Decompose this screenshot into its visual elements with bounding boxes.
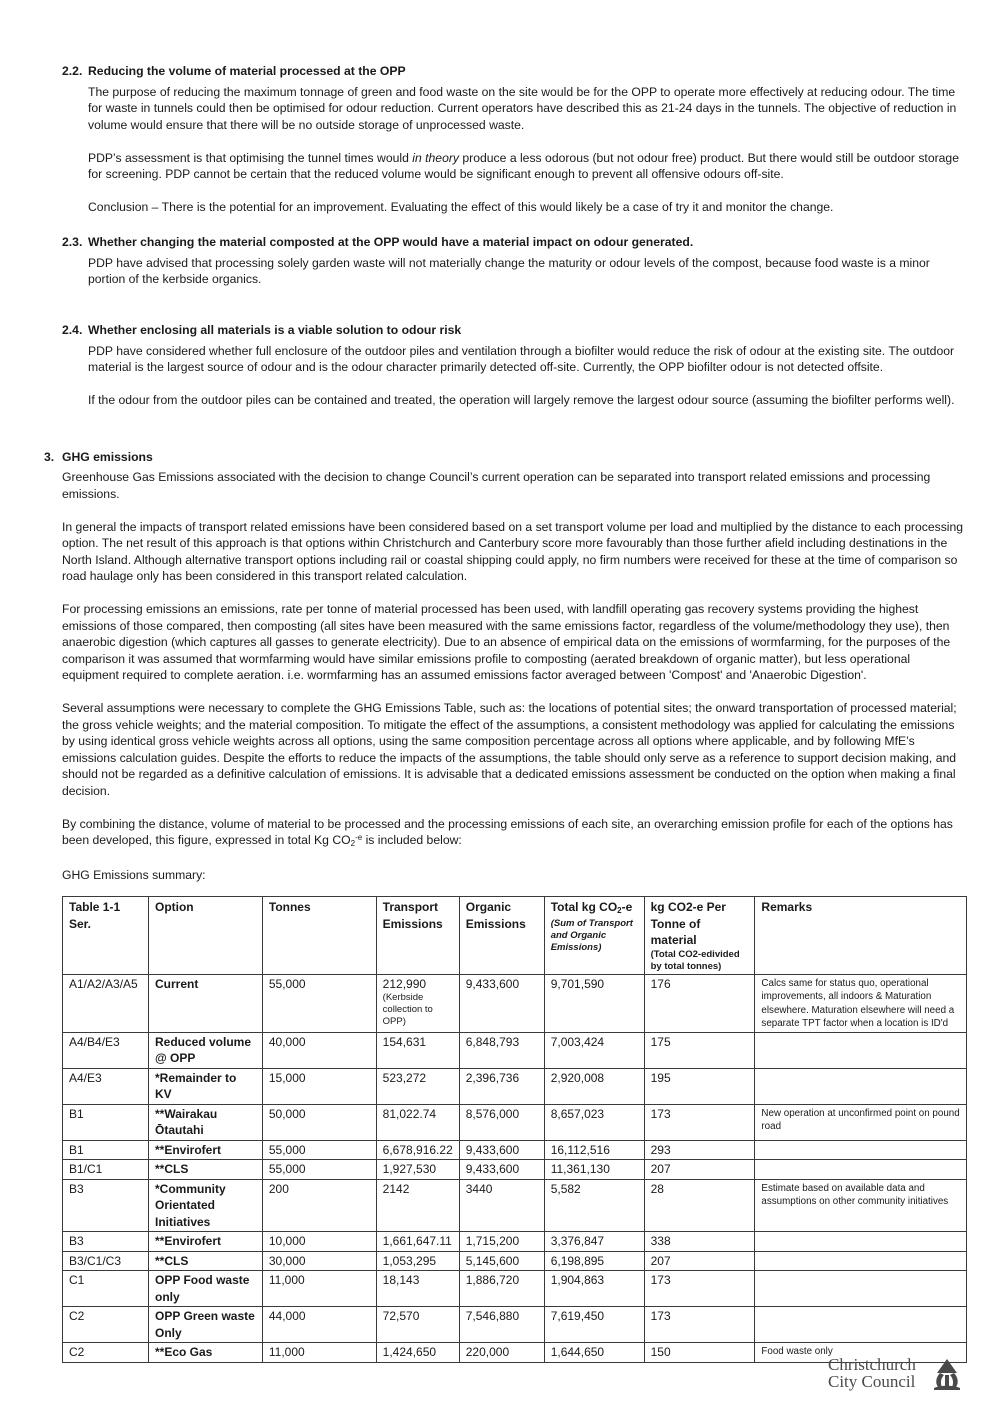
cell-per-tonne-text: 28 [650, 1181, 664, 1196]
table-header-row [63, 897, 967, 975]
cell-tonnes [262, 974, 376, 1032]
subscript: 2 [617, 906, 622, 915]
cell-note: (Kerbside collection to OPP) [382, 992, 433, 1027]
logo-text-line-1: Christchurch [828, 1355, 916, 1374]
cell-organic [459, 1032, 544, 1068]
cell-ser-text: B3 [69, 1234, 84, 1248]
cell-transport-text: 6,678,916.22 [382, 1142, 453, 1157]
section-heading [62, 63, 967, 80]
cell-transport [376, 1140, 459, 1160]
cell-per-tonne [644, 974, 755, 1032]
header-remarks: Remarks [755, 897, 967, 975]
cell-total [544, 1307, 644, 1343]
cell-tonnes-text: 55,000 [268, 976, 306, 991]
section-2-3 [62, 234, 967, 288]
cell-organic [459, 1251, 544, 1271]
cell-option [148, 1251, 262, 1271]
header-per-tonne [644, 897, 755, 975]
cell-organic [459, 1271, 544, 1307]
cell-per-tonne-text: 173 [650, 1309, 671, 1323]
cell-remarks [755, 1179, 967, 1232]
cell-total [544, 1179, 644, 1232]
header-ser: Table 1-1 Ser. [63, 897, 149, 975]
cell-ser-text: B3 [69, 1181, 84, 1196]
cell-organic-text: 9,433,600 [465, 1162, 520, 1176]
cell-ser [63, 1179, 149, 1232]
cell-organic [459, 1232, 544, 1252]
superscript: -e [355, 833, 363, 842]
cell-tonnes [262, 1068, 376, 1104]
cell-option-text: *Remainder to KV [154, 1070, 237, 1101]
cell-total-text: 5,582 [550, 1181, 581, 1196]
cell-total-text: 7,003,424 [550, 1034, 605, 1049]
paragraph: The purpose of reducing the maximum tonnage of green and food waste on the site would be for the OPP to operate more effectively at reducing odour. The time for waste in tunnels could then be optimised for odour reduction. Current operators have described this as 21-24 days in the tunnels. The objective of reduction in volume would ensure that there will be no outside storage of unprocessed waste. [88, 84, 957, 132]
cell-tonnes [262, 1179, 376, 1232]
cell-total-text: 1,904,863 [550, 1273, 605, 1287]
subscript: 2 [350, 839, 356, 848]
cell-transport-text: 2142 [382, 1181, 410, 1196]
paragraph [88, 150, 967, 183]
cell-per-tonne [644, 1232, 755, 1252]
cell-tonnes-text: 11,000 [268, 1345, 305, 1359]
cell-transport [376, 974, 459, 1032]
cell-remarks-text: Food waste only [761, 1346, 833, 1357]
cell-transport-text: 72,570 [382, 1309, 420, 1323]
paragraph: PDP have advised that processing solely garden waste will not materially change the maturity or odour levels of the compost, because food waste is a minor portion of the kerbside organics. [88, 255, 930, 286]
cell-remarks [755, 1307, 967, 1343]
cell-transport-text: 1,053,295 [382, 1253, 437, 1268]
table-row [63, 1140, 967, 1160]
table-row [63, 1271, 967, 1307]
cell-tonnes-text: 55,000 [268, 1162, 306, 1176]
cell-ser-text: A4/E3 [69, 1070, 102, 1085]
cell-per-tonne [644, 1179, 755, 1232]
cell-tonnes [262, 1232, 376, 1252]
cell-transport [376, 1032, 459, 1068]
cell-ser-text: B1 [69, 1142, 84, 1157]
cell-remarks [755, 1068, 967, 1104]
cell-per-tonne [644, 1343, 755, 1363]
cell-tonnes [262, 1307, 376, 1343]
section-number: 3. [44, 450, 55, 464]
cell-total [544, 1232, 644, 1252]
paragraph: Conclusion – There is the potential for an improvement. Evaluating the effect of this would likely be a case of try it and monitor the change. [88, 200, 834, 214]
cell-ser-text: C2 [69, 1345, 85, 1359]
cell-transport-text: 523,272 [382, 1070, 427, 1085]
section-heading [62, 234, 967, 251]
table-row [63, 1068, 967, 1104]
table-row [63, 1232, 967, 1252]
cell-option [148, 1032, 262, 1068]
cell-option-text: Current [154, 976, 199, 991]
cell-option-text: **CLS [154, 1253, 189, 1268]
cell-per-tonne [644, 1104, 755, 1140]
cell-per-tonne-text: 173 [650, 1106, 671, 1121]
cell-per-tonne-text: 150 [650, 1345, 671, 1359]
table-row [63, 1179, 967, 1232]
cell-organic-text: 5,145,600 [465, 1253, 520, 1268]
cell-option-text: **CLS [154, 1162, 189, 1176]
table-row [63, 1160, 967, 1180]
cell-per-tonne [644, 1032, 755, 1068]
cell-organic [459, 1140, 544, 1160]
cell-organic [459, 1104, 544, 1140]
section-title: Whether enclosing all materials is a viable solution to odour risk [88, 323, 462, 337]
cell-option [148, 974, 262, 1032]
cell-transport [376, 1251, 459, 1271]
header-tonnes: Tonnes [262, 897, 376, 975]
cell-per-tonne [644, 1307, 755, 1343]
cell-organic-text: 9,433,600 [465, 976, 520, 991]
cell-option [148, 1179, 262, 1232]
cell-organic [459, 1179, 544, 1232]
section-heading [62, 322, 967, 339]
cell-tonnes [262, 1251, 376, 1271]
cell-transport-text: 81,022.74 [382, 1106, 437, 1121]
cell-transport [376, 1343, 459, 1363]
cell-tonnes [262, 1104, 376, 1140]
cell-total-text: 9,701,590 [550, 976, 605, 991]
cell-organic [459, 1343, 544, 1363]
text: kg CO2-e Per Tonne of material [650, 900, 726, 947]
cell-ser [63, 1104, 149, 1140]
cell-remarks [755, 1032, 967, 1068]
cell-option-text: OPP Green waste Only [154, 1309, 255, 1340]
cell-per-tonne [644, 1251, 755, 1271]
cell-total-text: 16,112,516 [550, 1142, 610, 1157]
cell-ser-text: B1 [69, 1106, 84, 1121]
cell-ser [63, 1032, 149, 1068]
text: is included below: [362, 833, 462, 847]
cell-transport [376, 1271, 459, 1307]
christchurch-city-council-logo [826, 1356, 966, 1390]
cell-tonnes-text: 15,000 [268, 1070, 306, 1085]
section-2-2 [62, 63, 967, 216]
table-row [63, 1032, 967, 1068]
cell-per-tonne [644, 1160, 755, 1180]
logo-text-line-2: City Council [828, 1372, 916, 1391]
paragraph [62, 816, 967, 851]
cell-total [544, 1068, 644, 1104]
cell-ser [63, 1307, 149, 1343]
cell-per-tonne-text: 207 [650, 1253, 671, 1268]
cell-total [544, 1343, 644, 1363]
cell-per-tonne-text: 175 [650, 1034, 671, 1049]
cell-total [544, 974, 644, 1032]
cell-ser-text: A1/A2/A3/A5 [69, 976, 138, 991]
section-number: 2.3. [62, 235, 83, 249]
section-title: GHG emissions [62, 450, 153, 464]
cell-tonnes-text: 55,000 [268, 1142, 306, 1157]
cell-option [148, 1160, 262, 1180]
section-2-4 [62, 322, 967, 409]
cell-ser-text: C1 [69, 1273, 85, 1287]
text: -e [621, 900, 633, 914]
cell-remarks [755, 1271, 967, 1307]
cell-tonnes-text: 44,000 [268, 1309, 306, 1323]
section-3-heading [44, 449, 153, 466]
paragraph: Several assumptions were necessary to complete the GHG Emissions Table, such as: the locations of potential sites; the onward transportation of processed material; the gross vehicle weights; and the material composition. To mitigate the effect of the assumptions, a consistent methodology was applied for calculating the emissions by using identical gross vehicle weights across all options, using the same composition percentage across all options where applicable, and by following MfE’s emissions calculation guides. Despite the efforts to reduce the impacts of the assumptions, the table should only serve as a reference to support decision making, and should not be regarded as a definitive calculation of emissions. It is advisable that a dedicated emissions assessment be conducted on the option when making a final decision. [62, 701, 957, 798]
cell-tonnes-text: 40,000 [268, 1034, 306, 1049]
cell-tonnes [262, 1343, 376, 1363]
header-organic: Organic Emissions [459, 897, 544, 975]
cell-option [148, 1068, 262, 1104]
cell-transport [376, 1307, 459, 1343]
ghg-emissions-table [62, 896, 967, 1363]
cell-per-tonne-text: 176 [650, 976, 671, 991]
cell-ser-text: C2 [69, 1309, 85, 1323]
paragraph: For processing emissions an emissions, rate per tonne of material processed has been used, with landfill operating gas recovery systems providing the highest emissions of those compared, then composting (all sites have been measured with the same emissions factor, regardless of the volume/methodology they use), then anaerobic digestion (which captures all gasses to generate electricity). Due to an absence of empirical data on the emissions of wormfarming, for the purposes of the comparison it was assumed that wormfarming would have similar emissions profile to composting (aerated breakdown of organic matter), but less operational equipment required to complete aeration. i.e. wormfarming has an assumed emissions factor averaged between 'Compost' and 'Anaerobic Digestion'. [62, 602, 951, 682]
header-note: (Sum of Transport and Organic Emissions) [550, 917, 633, 953]
cell-organic-text: 1,715,200 [465, 1234, 520, 1248]
cell-organic [459, 974, 544, 1032]
cell-per-tonne-text: 195 [650, 1070, 671, 1085]
cell-transport [376, 1179, 459, 1232]
cell-transport-text: 154,631 [382, 1034, 427, 1049]
section-number: 2.4. [62, 323, 83, 337]
section-number: 2.2. [62, 64, 83, 78]
cell-remarks [755, 1160, 967, 1180]
cell-total-text: 3,376,847 [550, 1234, 605, 1248]
cell-transport-text: 1,927,530 [382, 1162, 437, 1176]
cell-ser [63, 1160, 149, 1180]
cell-transport-text: 1,424,650 [382, 1345, 437, 1359]
header-transport: Transport Emissions [376, 897, 459, 975]
cell-tonnes-text: 10,000 [268, 1234, 306, 1248]
cell-total [544, 1251, 644, 1271]
cell-remarks [755, 974, 967, 1032]
header-note: (Total CO2-edivided by total tonnes) [650, 948, 740, 972]
paragraph: Greenhouse Gas Emissions associated with the decision to change Council’s current operation can be separated into transport related emissions and processing emissions. [62, 470, 931, 501]
cell-total [544, 1160, 644, 1180]
emphasis: in theory [412, 150, 459, 165]
table-row [63, 1307, 967, 1343]
cell-ser-text: A4/B4/E3 [69, 1034, 120, 1049]
header-total [544, 897, 644, 975]
cell-per-tonne-text: 173 [650, 1273, 671, 1287]
cell-per-tonne [644, 1140, 755, 1160]
table-row [63, 1104, 967, 1140]
cell-transport [376, 1068, 459, 1104]
cell-option-text: Reduced volume @ OPP [154, 1034, 252, 1065]
paragraph: In general the impacts of transport related emissions have been considered based on a set transport volume per load and multiplied by the distance to each processing option. The net result of this approach is that options within Christchurch and Canterbury score more favourably than those further afield including destinations in the North Island. Although alternative transport options including rail or coastal shipping could apply, no firm numbers were received for these at the time of comparison so road haulage only has been considered in this transport related calculation. [62, 519, 964, 583]
cell-remarks-text: Estimate based on available data and assumptions on other community initiatives [761, 1182, 949, 1207]
cell-total [544, 1032, 644, 1068]
cell-total-text: 8,657,023 [550, 1106, 605, 1121]
text: By combining the distance, volume of material to be processed and the processing emissions of each site, an overarching emission profile for each of the options has been developed, this figure, expressed in total Kg CO [62, 816, 953, 847]
cell-total-text: 6,198,895 [550, 1253, 605, 1268]
cell-tonnes [262, 1140, 376, 1160]
cell-ser [63, 1232, 149, 1252]
cell-tonnes-text: 11,000 [268, 1273, 305, 1287]
cell-total-text: 1,644,650 [550, 1345, 605, 1359]
cell-per-tonne-text: 207 [650, 1162, 671, 1176]
paragraph: If the odour from the outdoor piles can be contained and treated, the operation will largely remove the largest odour source (assuming the biofilter performs well). [88, 393, 955, 407]
cell-organic-text: 8,576,000 [465, 1106, 520, 1121]
text: produce a less odorous (but not odour free) product. But there would still be outdoor storage for screening. PDP cannot be certain that the reduced volume would be significant enough to prevent all offensive odours off-site. [88, 150, 959, 181]
cell-tonnes-text: 50,000 [268, 1106, 306, 1121]
cell-option-text: **Envirofert [154, 1142, 222, 1157]
cell-organic [459, 1068, 544, 1104]
cell-organic-text: 220,000 [465, 1345, 510, 1359]
cell-option [148, 1307, 262, 1343]
cell-ser-text: B3/C1/C3 [69, 1253, 122, 1268]
cell-ser [63, 1251, 149, 1271]
cell-total [544, 1271, 644, 1307]
cell-total [544, 1104, 644, 1140]
cell-per-tonne [644, 1068, 755, 1104]
cell-organic [459, 1160, 544, 1180]
table-caption: GHG Emissions summary: [62, 868, 206, 882]
cell-per-tonne-text: 338 [650, 1234, 671, 1248]
text: PDP’s assessment is that optimising the tunnel times would [88, 150, 413, 165]
cell-transport-text: 212,990 [382, 976, 427, 991]
paragraph: PDP have considered whether full enclosure of the outdoor piles and ventilation through a biofilter would reduce the risk of odour at the existing site. The outdoor material is the largest source of odour and is the odour character primarily detected off-site. Currently, the OPP biofilter odour is not detected offsite. [88, 343, 955, 374]
cell-ser [63, 974, 149, 1032]
cell-ser-text: B1/C1 [69, 1162, 103, 1176]
header-option: Option [148, 897, 262, 975]
section-title: Reducing the volume of material processed at the OPP [88, 64, 406, 78]
cell-organic-text: 1,886,720 [465, 1273, 520, 1287]
cell-per-tonne-text: 293 [650, 1142, 671, 1157]
cell-remarks-text: New operation at unconfirmed point on pound road [761, 1107, 960, 1132]
cell-organic [459, 1307, 544, 1343]
section-title: Whether changing the material composted at the OPP would have a material impact on odour generated. [88, 235, 694, 249]
cell-ser [63, 1068, 149, 1104]
cell-organic-text: 9,433,600 [465, 1142, 520, 1157]
cell-tonnes [262, 1032, 376, 1068]
cell-option [148, 1343, 262, 1363]
cell-option-text: **Eco Gas [154, 1345, 213, 1359]
cell-ser [63, 1343, 149, 1363]
cell-option [148, 1232, 262, 1252]
cell-tonnes [262, 1160, 376, 1180]
cell-organic-text: 3440 [465, 1181, 493, 1196]
cell-option [148, 1104, 262, 1140]
cell-transport-text: 1,661,647.11 [382, 1234, 452, 1248]
cathedral-emblem-icon [930, 1357, 964, 1391]
cell-transport-text: 18,143 [382, 1273, 420, 1287]
cell-option-text: OPP Food waste only [154, 1273, 250, 1304]
cell-organic-text: 6,848,793 [465, 1034, 520, 1049]
cell-option [148, 1271, 262, 1307]
cell-ser [63, 1271, 149, 1307]
cell-remarks [755, 1104, 967, 1140]
section-3-body [62, 469, 967, 884]
cell-option-text: **Envirofert [154, 1234, 222, 1248]
cell-total [544, 1140, 644, 1160]
cell-transport [376, 1104, 459, 1140]
cell-option-text: *Community Orientated Initiatives [154, 1181, 226, 1229]
cell-option [148, 1140, 262, 1160]
cell-organic-text: 7,546,880 [465, 1309, 520, 1323]
cell-total-text: 2,920,008 [550, 1070, 605, 1085]
cell-total-text: 7,619,450 [550, 1309, 605, 1323]
cell-ser [63, 1140, 149, 1160]
cell-option-text: **Wairakau Ōtautahi [154, 1106, 218, 1137]
cell-tonnes-text: 30,000 [268, 1253, 306, 1268]
cell-transport [376, 1232, 459, 1252]
table-row [63, 1251, 967, 1271]
cell-remarks [755, 1232, 967, 1252]
cell-organic-text: 2,396,736 [465, 1070, 520, 1085]
cell-total-text: 11,361,130 [550, 1162, 610, 1176]
cell-remarks [755, 1140, 967, 1160]
text: Total kg CO [550, 900, 618, 914]
cell-remarks-text: Calcs same for status quo, operational improvements, all indoors & Maturation elsewhere. Maturation elsewhere will need a separate TPT factor when a location is ID'd [761, 977, 955, 1029]
cell-tonnes-text: 200 [268, 1181, 289, 1196]
table-row [63, 974, 967, 1032]
cell-remarks [755, 1251, 967, 1271]
cell-tonnes [262, 1271, 376, 1307]
cell-transport [376, 1160, 459, 1180]
cell-per-tonne [644, 1271, 755, 1307]
